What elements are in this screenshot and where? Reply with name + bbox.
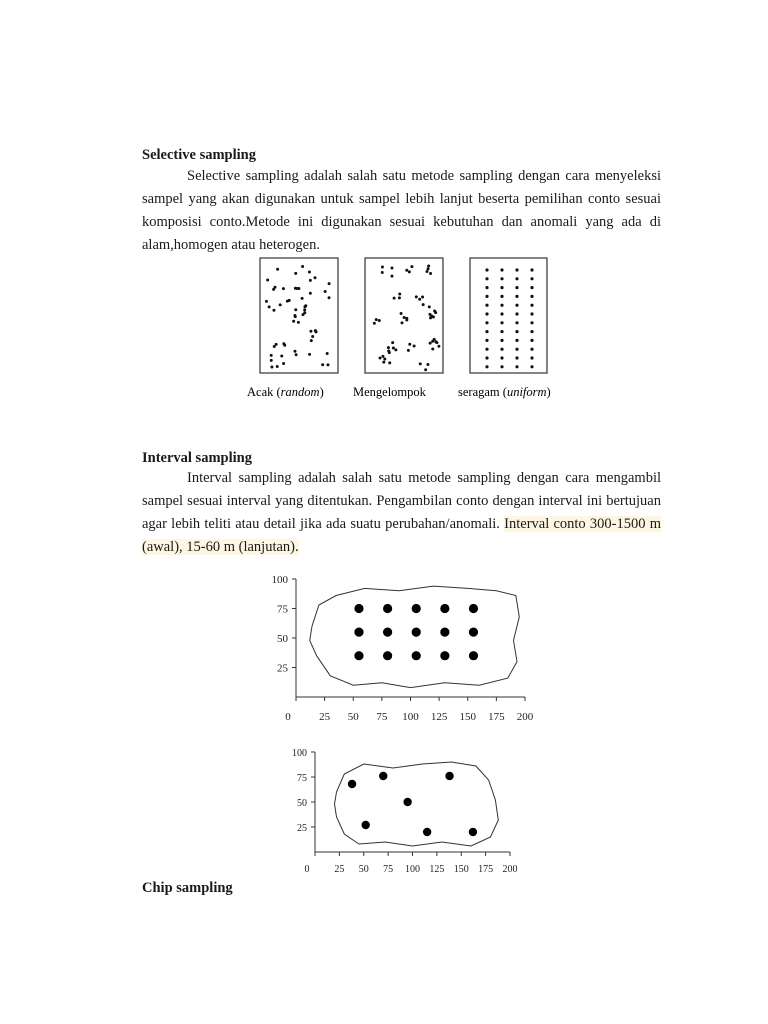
selective-sampling-heading: Selective sampling <box>142 147 256 163</box>
x-tick-label: 200 <box>516 711 534 723</box>
x-tick-label: 0 <box>285 711 291 723</box>
uniform-dot <box>500 339 503 342</box>
uniform-dot <box>500 277 503 280</box>
sample-point <box>469 628 478 637</box>
clustered-dot <box>398 296 401 299</box>
uniform-dot <box>500 312 503 315</box>
clustered-dot <box>407 349 410 352</box>
random-dot <box>324 290 327 293</box>
y-tick-label: 75 <box>277 603 288 616</box>
clustered-dot <box>408 270 411 273</box>
clustered-dot <box>383 358 386 361</box>
clustered-dot <box>408 343 411 346</box>
uniform-dot <box>500 321 503 324</box>
random-dot <box>282 342 285 345</box>
uniform-dot <box>485 321 488 324</box>
sample-point <box>469 828 477 836</box>
uniform-dot <box>500 348 503 351</box>
x-tick-label: 0 <box>304 864 310 875</box>
uniform-dot <box>500 356 503 359</box>
uniform-dot <box>530 330 533 333</box>
x-tick-label: 150 <box>459 711 476 723</box>
clustered-dots <box>373 264 441 371</box>
y-tick-label: 25 <box>277 662 288 675</box>
random-dot <box>303 308 306 311</box>
clustered-dot <box>375 318 378 321</box>
clustered-dot <box>422 303 425 306</box>
y-tick-label: 50 <box>297 798 307 809</box>
random-dot <box>304 304 307 307</box>
random-dot <box>268 305 271 308</box>
uniform-dot <box>530 295 533 298</box>
uniform-dot <box>500 304 503 307</box>
interval-highlight-text: Interval conto 300-1500 m (awal), 15-60 m (lanjutan). <box>142 516 661 555</box>
sample-point <box>469 604 478 613</box>
random-dot <box>280 354 283 357</box>
clustered-dot <box>378 319 381 322</box>
random-dot <box>326 363 329 366</box>
uniform-dot <box>500 268 503 271</box>
sample-point <box>354 628 363 637</box>
clustered-dot <box>400 312 403 315</box>
interval-sampling-paragraph <box>142 467 661 559</box>
uniform-dot <box>515 304 518 307</box>
clustered-dot <box>410 265 413 268</box>
y-tick-label: 25 <box>297 823 307 834</box>
x-tick-label: 200 <box>502 864 518 875</box>
uniform-dot <box>515 286 518 289</box>
uniform-dot <box>515 321 518 324</box>
clustered-dot <box>429 342 432 345</box>
interval-grid-chart <box>250 565 550 730</box>
clustered-dot <box>427 267 430 270</box>
interval-paragraph-text: Interval sampling adalah salah satu metode sampling dengan cara mengambil sampel sesuai interval yang ditentukan. Pengambilan conto dengan interval ini bertujuan agar lebih teliti atau detail jika ada suatu perubahan/anomali. <box>142 470 661 532</box>
uniform-dot <box>500 365 503 368</box>
y-tick-label: 100 <box>292 748 307 759</box>
uniform-dot <box>485 339 488 342</box>
random-dot <box>301 297 304 300</box>
random-dot <box>265 300 268 303</box>
sample-point <box>383 628 392 637</box>
sample-point <box>440 651 449 660</box>
clustered-dot <box>394 348 397 351</box>
random-dot <box>308 353 311 356</box>
uniform-dot <box>530 356 533 359</box>
selective-sampling-paragraph: Selective sampling adalah salah satu metode sampling dengan cara menyeleksi sampel yang akan digunakan untuk sampel lebih lanjut beserta pemilihan conto sesuai komposisi conto.Metode ini digunakan sesuai kebutuhan dan anomali yang ada di alam,homogen atau heterogen. <box>142 168 661 253</box>
clustered-dot <box>400 321 403 324</box>
clustered-dot <box>387 346 390 349</box>
uniform-dot <box>530 304 533 307</box>
clustered-dot <box>388 361 391 364</box>
x-tick-label: 100 <box>405 864 420 875</box>
random-dot <box>279 303 282 306</box>
random-dot <box>266 279 269 282</box>
x-tick-label: 25 <box>334 864 345 875</box>
clustered-dot <box>427 264 430 267</box>
clustered-dot <box>431 340 434 343</box>
uniform-dot <box>515 339 518 342</box>
uniform-dot <box>485 348 488 351</box>
clustered-dot <box>430 314 433 317</box>
sample-point <box>412 628 421 637</box>
sample-point <box>348 780 356 788</box>
clustered-dot <box>403 316 406 319</box>
random-dot <box>294 272 297 275</box>
sample-point <box>412 651 421 660</box>
x-tick-label: 125 <box>430 711 448 723</box>
clustered-dot <box>429 272 432 275</box>
random-dot <box>328 282 331 285</box>
uniform-dot <box>500 286 503 289</box>
uniform-dot <box>515 295 518 298</box>
uniform-dots <box>485 268 533 368</box>
sample-point <box>440 604 449 613</box>
random-dot <box>272 309 275 312</box>
random-dot <box>293 350 296 353</box>
sample-point <box>412 604 421 613</box>
y-tick-label: 100 <box>271 574 288 586</box>
uniform-dot <box>515 312 518 315</box>
uniform-dot <box>485 312 488 315</box>
random-dot <box>309 330 312 333</box>
sample-point <box>403 798 411 806</box>
uniform-dot <box>500 295 503 298</box>
random-dot <box>270 366 273 369</box>
uniform-dot <box>485 295 488 298</box>
x-tick-label: 75 <box>383 864 394 875</box>
random-dot <box>293 314 296 317</box>
uniform-dot <box>515 365 518 368</box>
uniform-dot <box>530 365 533 368</box>
clustered-dot <box>428 305 431 308</box>
x-tick-label: 25 <box>319 711 331 723</box>
random-dot <box>311 335 314 338</box>
uniform-dot <box>530 277 533 280</box>
uniform-dot <box>500 330 503 333</box>
sample-point <box>354 651 363 660</box>
clustered-dot <box>437 345 440 348</box>
clustered-dot <box>392 347 395 350</box>
random-dot <box>297 321 300 324</box>
random-dot <box>295 353 298 356</box>
random-dots <box>265 265 331 369</box>
random-dot <box>328 296 331 299</box>
uniform-dot <box>485 268 488 271</box>
sample-point <box>423 828 431 836</box>
uniform-dot <box>530 348 533 351</box>
x-tick-label: 50 <box>347 711 359 723</box>
sample-point <box>379 772 387 780</box>
uniform-dot <box>530 339 533 342</box>
sample-point <box>362 821 370 829</box>
clustered-dot <box>390 267 393 270</box>
clustered-dot <box>391 341 394 344</box>
random-dot <box>310 339 313 342</box>
clustered-dot <box>393 297 396 300</box>
random-dot <box>294 308 297 311</box>
random-dot <box>309 292 312 295</box>
y-tick-label: 75 <box>297 773 307 784</box>
y-tick-label: 50 <box>277 633 288 645</box>
clustered-dot <box>405 318 408 321</box>
clustered-dot <box>373 322 376 325</box>
sample-point <box>469 651 478 660</box>
clustered-dot <box>398 292 401 295</box>
random-dot <box>308 270 311 273</box>
random-dot <box>326 352 329 355</box>
sample-point <box>445 772 453 780</box>
clustered-dot <box>413 345 416 348</box>
sample-point <box>354 604 363 613</box>
clustered-dot <box>431 347 434 350</box>
uniform-dot <box>515 277 518 280</box>
random-dot <box>309 279 312 282</box>
uniform-dot <box>485 330 488 333</box>
random-dot <box>301 265 304 268</box>
clustered-dot <box>379 356 382 359</box>
random-dot <box>314 329 317 332</box>
uniform-box <box>470 258 547 373</box>
clustered-dot <box>405 269 408 272</box>
sample-point <box>440 628 449 637</box>
clustered-dot <box>381 355 384 358</box>
random-dot <box>276 365 279 368</box>
random-dot <box>282 362 285 365</box>
x-tick-label: 175 <box>478 864 494 875</box>
uniform-dot <box>485 286 488 289</box>
clustered-dot <box>381 271 384 274</box>
clustered-dot <box>382 361 385 364</box>
uniform-dot <box>485 304 488 307</box>
x-tick-label: 125 <box>429 864 445 875</box>
clustered-dot <box>388 351 391 354</box>
deposit-outline <box>310 586 520 688</box>
random-dot <box>303 311 306 314</box>
caption-clustered: Mengelompok <box>353 385 426 399</box>
uniform-dot <box>530 312 533 315</box>
caption-uniform: seragam (uniform) <box>458 385 551 399</box>
uniform-dot <box>485 356 488 359</box>
uniform-dot <box>485 277 488 280</box>
random-dot <box>276 268 279 271</box>
clustered-dot <box>426 363 429 366</box>
uniform-dot <box>515 356 518 359</box>
clustered-dot <box>419 362 422 365</box>
random-points-chart <box>270 740 530 878</box>
clustered-dot <box>426 270 429 273</box>
uniform-dot <box>485 365 488 368</box>
clustered-dot <box>435 341 438 344</box>
sample-point <box>383 604 392 613</box>
x-tick-label: 175 <box>488 711 505 723</box>
clustered-dot <box>424 368 427 371</box>
random-dot <box>286 300 289 303</box>
clustered-dot <box>434 311 437 314</box>
interval-sampling-heading: Interval sampling <box>142 450 252 466</box>
clustered-dot <box>390 275 393 278</box>
random-dot <box>314 276 317 279</box>
caption-random: Acak (random) <box>247 385 324 399</box>
clustered-dot <box>418 298 421 301</box>
x-tick-label: 75 <box>376 711 388 723</box>
x-tick-label: 100 <box>402 711 419 723</box>
clustered-dot <box>381 265 384 268</box>
uniform-dot <box>530 321 533 324</box>
random-dot <box>273 345 276 348</box>
random-dot <box>270 354 273 357</box>
distribution-figure <box>240 250 570 410</box>
clustered-dot <box>421 295 424 298</box>
random-dot <box>292 320 295 323</box>
x-tick-label: 150 <box>453 864 469 875</box>
random-dot <box>296 287 299 290</box>
random-dot <box>273 286 276 289</box>
uniform-dot <box>515 348 518 351</box>
clustered-dot <box>415 295 418 298</box>
uniform-dot <box>530 286 533 289</box>
x-tick-label: 50 <box>358 864 369 875</box>
uniform-dot <box>515 330 518 333</box>
sample-point <box>383 651 392 660</box>
uniform-dot <box>515 268 518 271</box>
random-dot <box>270 359 273 362</box>
random-dot <box>282 287 285 290</box>
uniform-dot <box>530 268 533 271</box>
random-dot <box>321 363 324 366</box>
chip-sampling-heading: Chip sampling <box>142 880 233 896</box>
